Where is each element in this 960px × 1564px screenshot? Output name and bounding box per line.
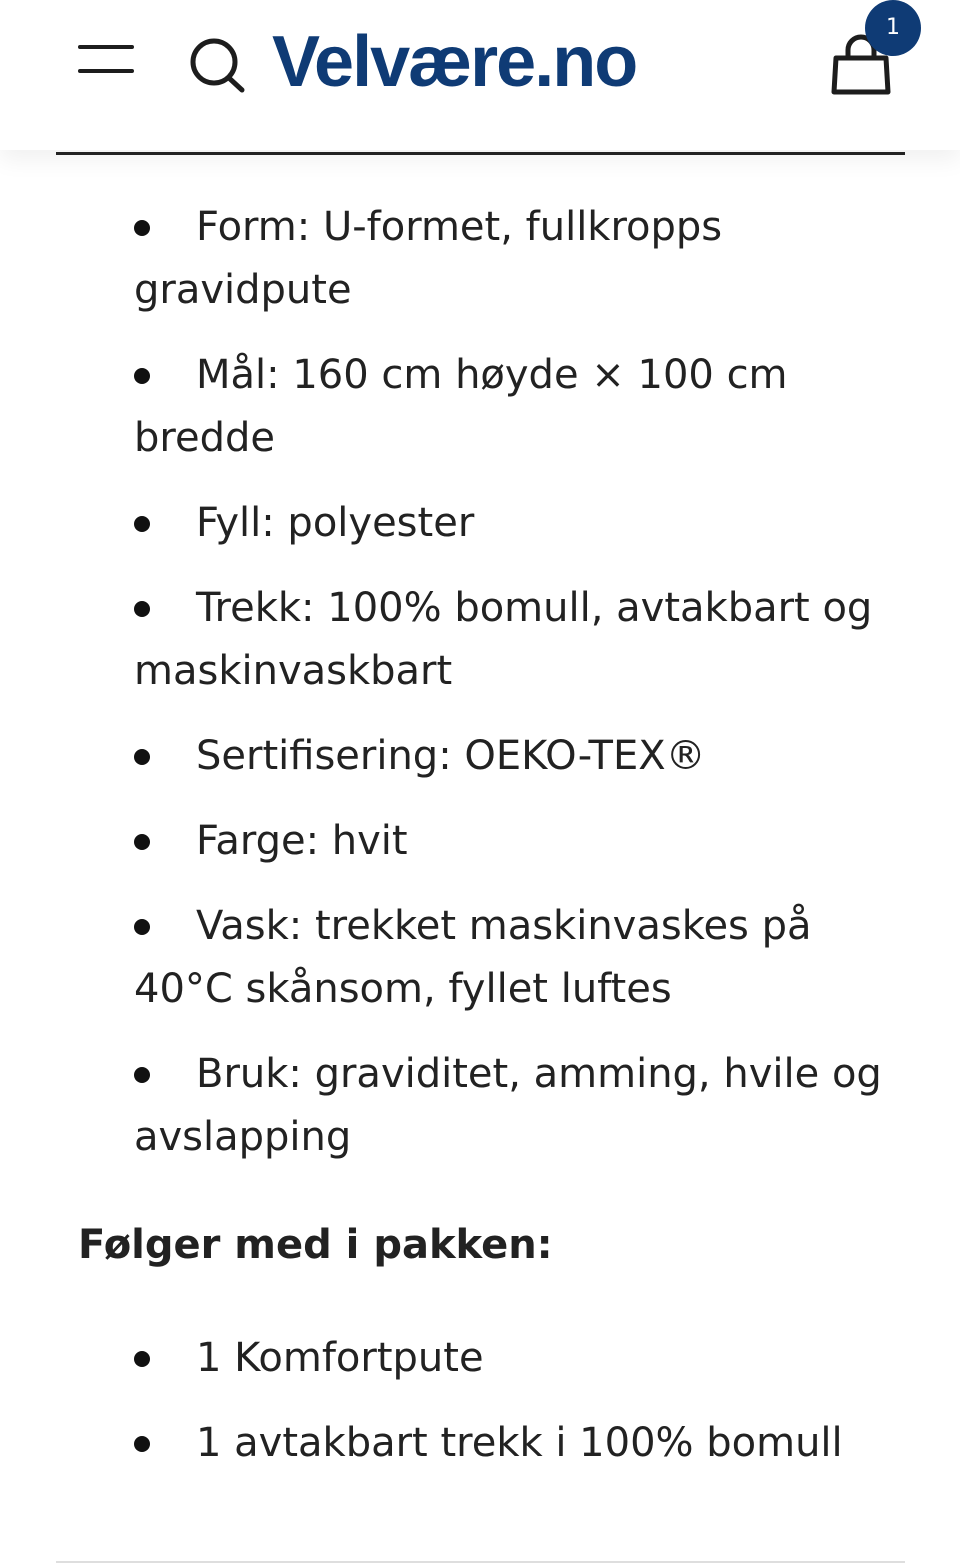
spec-item-text: Mål: 160 cm høyde × 100 cm bredde [134, 352, 788, 461]
spec-list [0, 196, 960, 1169]
menu-button[interactable] [76, 38, 138, 82]
spec-item [134, 895, 894, 1021]
spec-item [134, 344, 894, 470]
cart-count-badge[interactable]: 1 [865, 0, 921, 56]
spec-item [134, 810, 894, 873]
spec-item [134, 1043, 894, 1169]
bullet-icon [134, 220, 150, 236]
package-item [134, 1327, 894, 1390]
spec-item-text: Trekk: 100% bomull, avtakbart og maskinvaskbart [134, 585, 873, 694]
package-list [0, 1327, 960, 1475]
product-details [0, 196, 960, 1497]
spec-item-text: Form: U-formet, fullkropps gravidpute [134, 204, 723, 313]
bullet-icon [134, 601, 150, 617]
bullet-icon [134, 834, 150, 850]
spec-item-text: Bruk: graviditet, amming, hvile og avslapping [134, 1051, 882, 1160]
spec-item-text: Vask: trekket maskinvaskes på 40°C skånsom, fyllet luftes [134, 903, 812, 1012]
bullet-icon [134, 516, 150, 532]
hamburger-menu-icon-bar [78, 69, 134, 73]
spec-item-text: Sertifisering: OEKO-TEX® [196, 733, 706, 779]
spec-item [134, 725, 894, 788]
bullet-icon [134, 1351, 150, 1367]
package-item-text: 1 avtakbart trekk i 100% bomull [196, 1420, 843, 1466]
header-divider [56, 152, 905, 155]
bullet-icon [134, 1436, 150, 1452]
spec-item [134, 492, 894, 555]
site-logo[interactable]: Velvære.no [272, 22, 637, 102]
package-item [134, 1412, 894, 1475]
hamburger-menu-icon [78, 45, 134, 49]
search-icon [186, 34, 248, 96]
bullet-icon [134, 919, 150, 935]
bullet-icon [134, 749, 150, 765]
spec-item-text: Farge: hvit [196, 818, 408, 864]
site-header [0, 0, 960, 150]
spec-item [134, 577, 894, 703]
spec-item-text: Fyll: polyester [196, 500, 475, 546]
spec-item [134, 196, 894, 322]
search-button[interactable] [186, 34, 248, 96]
package-item-text: 1 Komfortpute [196, 1335, 484, 1381]
package-heading: Følger med i pakken: [78, 1222, 553, 1268]
bullet-icon [134, 1067, 150, 1083]
bullet-icon [134, 368, 150, 384]
section-divider [56, 1561, 905, 1563]
